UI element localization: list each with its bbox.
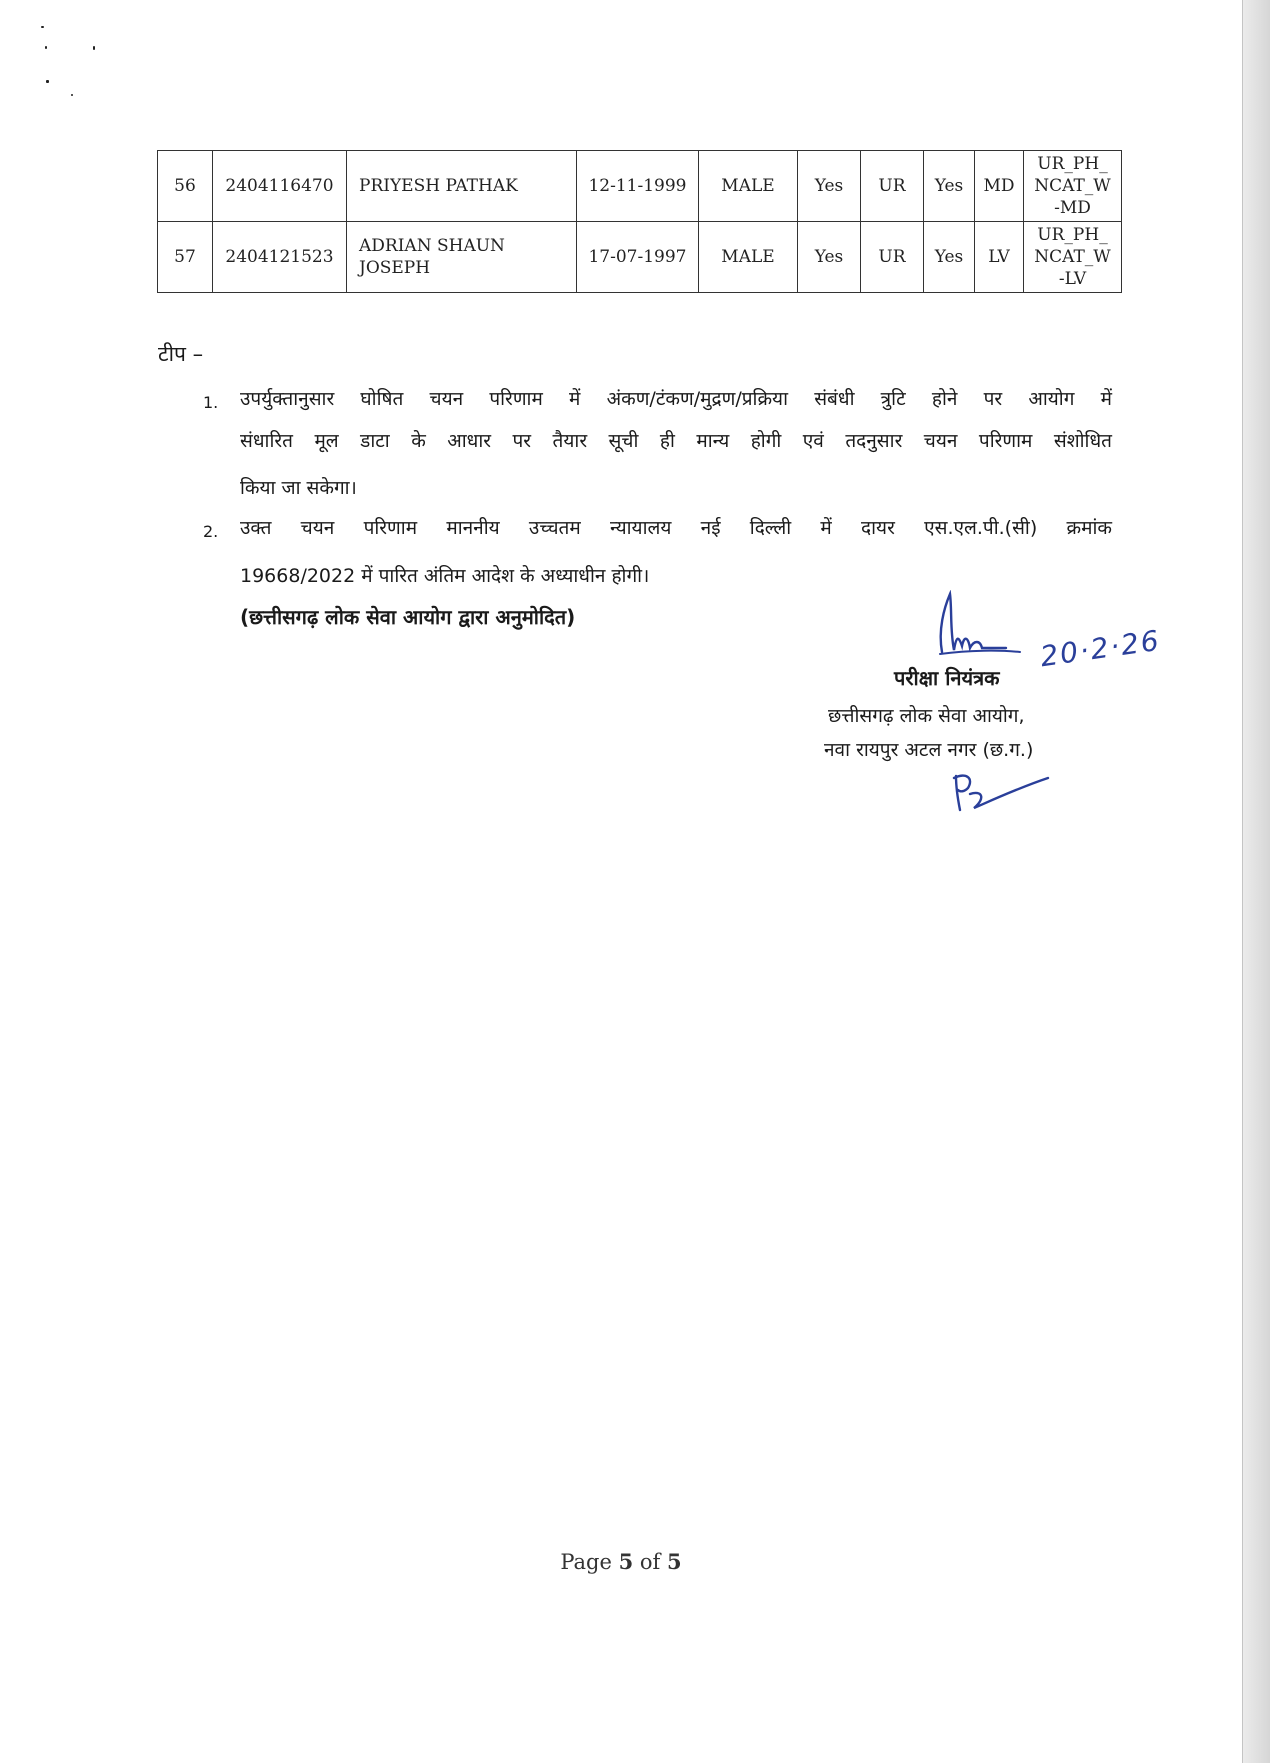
table-row	[158, 222, 1122, 293]
selected-category-line: UR_PH_	[1037, 154, 1108, 174]
note-line: किया जा सकेगा।	[240, 477, 357, 499]
cell-disability: MD	[975, 151, 1024, 222]
notes-heading: टीप –	[158, 342, 204, 366]
initials-image	[948, 768, 1058, 818]
cell-roll-no: 2404121523	[213, 222, 347, 293]
note-number: 1.	[203, 393, 219, 412]
table-row	[158, 151, 1122, 222]
cell-yes-2: Yes	[924, 151, 975, 222]
cell-sno: 56	[158, 151, 213, 222]
cell-yes-1: Yes	[798, 222, 861, 293]
organization-address: नवा रायपुर अटल नगर (छ.ग.)	[824, 739, 1034, 761]
cell-yes-1: Yes	[798, 151, 861, 222]
cell-gender: MALE	[699, 222, 798, 293]
cell-yes-2: Yes	[924, 222, 975, 293]
organization-name: छत्तीसगढ़ लोक सेवा आयोग,	[828, 705, 1025, 727]
note-line: उपर्युक्तानुसार घोषित चयन परिणाम में अंकण/टंकण/मुद्रण/प्रक्रिया संबंधी त्रुटि होने पर आयोग में	[240, 388, 1112, 410]
selected-category-line: NCAT_W	[1034, 247, 1111, 267]
cell-category: UR	[861, 222, 924, 293]
cell-name: ADRIAN SHAUN JOSEPH	[347, 222, 577, 293]
scan-speck	[93, 46, 95, 50]
approval-note: (छत्तीसगढ़ लोक सेवा आयोग द्वारा अनुमोदित)	[240, 605, 576, 629]
cell-selected-category	[1024, 151, 1122, 222]
handwritten-date: 20·2·26	[1038, 623, 1163, 674]
scan-speck	[45, 46, 47, 49]
cell-sno: 57	[158, 222, 213, 293]
note-number: 2.	[203, 522, 219, 541]
results-table	[157, 150, 1122, 293]
scan-page-edge	[1242, 0, 1270, 1763]
cell-dob: 12-11-1999	[577, 151, 699, 222]
scan-speck	[41, 26, 44, 28]
note-line: 19668/2022 में पारित अंतिम आदेश के अध्याधीन होगी।	[240, 565, 650, 587]
scan-speck	[46, 80, 49, 83]
note-line: उक्त चयन परिणाम माननीय उच्चतम न्यायालय नई दिल्ली में दायर एस.एल.पी.(सी) क्रमांक	[240, 517, 1112, 539]
cell-category: UR	[861, 151, 924, 222]
cell-name: PRIYESH PATHAK	[347, 151, 577, 222]
selected-category-line: -MD	[1054, 198, 1091, 218]
cell-dob: 17-07-1997	[577, 222, 699, 293]
page-number-of: of	[633, 1550, 668, 1574]
designation: परीक्षा नियंत्रक	[894, 666, 1000, 690]
cell-gender: MALE	[699, 151, 798, 222]
scan-speck	[71, 94, 73, 96]
page-number-total: 5	[667, 1549, 682, 1574]
cell-roll-no: 2404116470	[213, 151, 347, 222]
scan-page-edge-line	[1242, 0, 1243, 1763]
selected-category-line: UR_PH_	[1037, 225, 1108, 245]
cell-disability: LV	[975, 222, 1024, 293]
page-number-prefix: Page	[560, 1550, 619, 1574]
selected-category-line: -LV	[1058, 269, 1087, 289]
selected-category-line: NCAT_W	[1034, 176, 1111, 196]
page-number-current: 5	[618, 1549, 634, 1574]
page-number	[0, 1549, 1242, 1574]
cell-selected-category	[1024, 222, 1122, 293]
signature-image	[920, 590, 1030, 670]
note-line: संधारित मूल डाटा के आधार पर तैयार सूची ही मान्य होगी एवं तदनुसार चयन परिणाम संशोधित	[240, 430, 1112, 452]
